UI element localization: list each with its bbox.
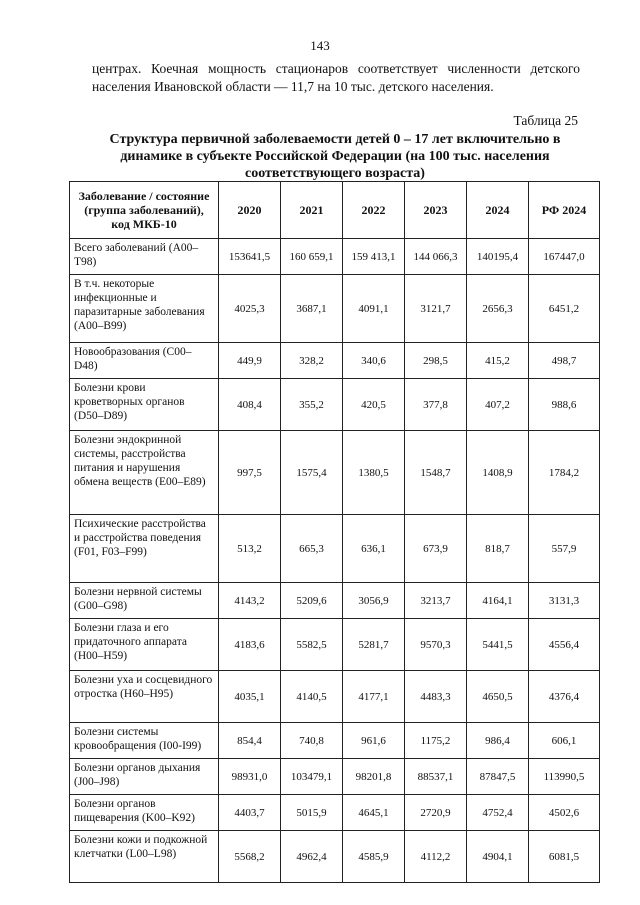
cell-2024: 2656,3	[467, 275, 529, 343]
cell-2023: 1175,2	[405, 723, 467, 759]
cell-2021: 5209,6	[281, 583, 343, 619]
cell-2022: 961,6	[343, 723, 405, 759]
row-name: Болезни нервной системы (G00–G98)	[70, 583, 219, 619]
table-row	[70, 275, 600, 343]
row-name: Всего заболеваний (A00–T98)	[70, 239, 219, 275]
cell-2022: 4091,1	[343, 275, 405, 343]
table-title: Структура первичной заболеваемости детей 0 – 17 лет включительно в динамике в субъекте Российской Федерации (на 100 тыс. населения соответствующего возраста)	[109, 132, 561, 181]
cell-rf-2024: 113990,5	[529, 759, 600, 795]
row-name: Болезни эндокринной системы, расстройства питания и нарушения обмена веществ (E00–E89)	[70, 431, 219, 515]
cell-2020: 153641,5	[219, 239, 281, 275]
row-name: Болезни крови кроветворных органов (D50–D89)	[70, 379, 219, 431]
cell-2023: 4483,3	[405, 671, 467, 723]
cell-rf-2024: 6451,2	[529, 275, 600, 343]
row-name: В т.ч. некоторые инфекционные и паразитарные заболевания (A00–B99)	[70, 275, 219, 343]
table-row	[70, 343, 600, 379]
header-2023: 2023	[405, 182, 467, 239]
table-row	[70, 379, 600, 431]
cell-2020: 5568,2	[219, 831, 281, 883]
cell-2022: 98201,8	[343, 759, 405, 795]
cell-2020: 997,5	[219, 431, 281, 515]
row-name: Болезни органов дыхания (J00–J98)	[70, 759, 219, 795]
row-name: Болезни уха и сосцевидного отростка (H60–H95)	[70, 671, 219, 723]
cell-rf-2024: 3131,3	[529, 583, 600, 619]
cell-2023: 88537,1	[405, 759, 467, 795]
header-2021: 2021	[281, 182, 343, 239]
cell-2023: 298,5	[405, 343, 467, 379]
cell-rf-2024: 6081,5	[529, 831, 600, 883]
cell-2022: 5281,7	[343, 619, 405, 671]
cell-2024: 4752,4	[467, 795, 529, 831]
cell-2021: 4140,5	[281, 671, 343, 723]
table-row	[70, 583, 600, 619]
cell-2021: 3687,1	[281, 275, 343, 343]
cell-2022: 340,6	[343, 343, 405, 379]
cell-2022: 159 413,1	[343, 239, 405, 275]
header-2022: 2022	[343, 182, 405, 239]
cell-2023: 2720,9	[405, 795, 467, 831]
cell-2022: 1380,5	[343, 431, 405, 515]
cell-2023: 4112,2	[405, 831, 467, 883]
cell-2024: 4650,5	[467, 671, 529, 723]
table-row	[70, 619, 600, 671]
cell-2020: 4025,3	[219, 275, 281, 343]
row-name: Болезни кожи и подкожной клетчатки (L00–L98)	[70, 831, 219, 883]
cell-2021: 5015,9	[281, 795, 343, 831]
cell-2022: 3056,9	[343, 583, 405, 619]
cell-2022: 4177,1	[343, 671, 405, 723]
cell-2022: 4645,1	[343, 795, 405, 831]
cell-2022: 4585,9	[343, 831, 405, 883]
cell-2021: 103479,1	[281, 759, 343, 795]
cell-2023: 377,8	[405, 379, 467, 431]
table-row	[70, 239, 600, 275]
cell-2024: 5441,5	[467, 619, 529, 671]
cell-2022: 636,1	[343, 515, 405, 583]
cell-2022: 420,5	[343, 379, 405, 431]
cell-rf-2024: 1784,2	[529, 431, 600, 515]
cell-2020: 4143,2	[219, 583, 281, 619]
row-name: Болезни глаза и его придаточного аппарата (H00–H59)	[70, 619, 219, 671]
header-2024: 2024	[467, 182, 529, 239]
cell-2020: 4035,1	[219, 671, 281, 723]
cell-2021: 1575,4	[281, 431, 343, 515]
cell-2024: 87847,5	[467, 759, 529, 795]
cell-2020: 449,9	[219, 343, 281, 379]
row-name: Болезни органов пищеварения (K00–K92)	[70, 795, 219, 831]
cell-2023: 9570,3	[405, 619, 467, 671]
cell-2020: 4403,7	[219, 795, 281, 831]
cell-rf-2024: 606,1	[529, 723, 600, 759]
cell-rf-2024: 4556,4	[529, 619, 600, 671]
cell-2021: 355,2	[281, 379, 343, 431]
cell-2024: 415,2	[467, 343, 529, 379]
cell-2024: 4164,1	[467, 583, 529, 619]
table-row	[70, 671, 600, 723]
cell-2024: 407,2	[467, 379, 529, 431]
cell-2024: 1408,9	[467, 431, 529, 515]
cell-2021: 328,2	[281, 343, 343, 379]
intro-paragraph: центрах. Коечная мощность стационаров соответствует численности детского населения Ивановской области — 11,7 на 10 тыс. детского населения.	[92, 61, 580, 94]
header-disease: Заболевание / состояние (группа заболеваний), код МКБ-10	[70, 182, 219, 239]
cell-2020: 408,4	[219, 379, 281, 431]
header-rf-2024: РФ 2024	[529, 182, 600, 239]
cell-2020: 513,2	[219, 515, 281, 583]
table-row	[70, 795, 600, 831]
table-row	[70, 431, 600, 515]
cell-2024: 4904,1	[467, 831, 529, 883]
table-header-row	[70, 182, 600, 239]
cell-2023: 3213,7	[405, 583, 467, 619]
cell-rf-2024: 988,6	[529, 379, 600, 431]
cell-2020: 854,4	[219, 723, 281, 759]
cell-2023: 3121,7	[405, 275, 467, 343]
table-row	[70, 831, 600, 883]
cell-rf-2024: 557,9	[529, 515, 600, 583]
cell-rf-2024: 4502,6	[529, 795, 600, 831]
cell-2023: 673,9	[405, 515, 467, 583]
cell-2024: 986,4	[467, 723, 529, 759]
header-2020: 2020	[219, 182, 281, 239]
cell-2021: 4962,4	[281, 831, 343, 883]
table-row	[70, 759, 600, 795]
row-name: Новообразования (C00–D48)	[70, 343, 219, 379]
cell-rf-2024: 4376,4	[529, 671, 600, 723]
cell-2021: 740,8	[281, 723, 343, 759]
cell-2023: 1548,7	[405, 431, 467, 515]
table-row	[70, 723, 600, 759]
table-row	[70, 515, 600, 583]
cell-2020: 4183,6	[219, 619, 281, 671]
row-name: Психические расстройства и расстройства поведения (F01, F03–F99)	[70, 515, 219, 583]
morbidity-table	[69, 181, 600, 883]
cell-2021: 665,3	[281, 515, 343, 583]
cell-rf-2024: 498,7	[529, 343, 600, 379]
cell-2023: 144 066,3	[405, 239, 467, 275]
row-name: Болезни системы кровообращения (I00-I99)	[70, 723, 219, 759]
cell-2024: 818,7	[467, 515, 529, 583]
cell-rf-2024: 167447,0	[529, 239, 600, 275]
cell-2021: 160 659,1	[281, 239, 343, 275]
table-number-label: Таблица 25	[513, 113, 578, 128]
cell-2021: 5582,5	[281, 619, 343, 671]
page-number: 143	[310, 38, 330, 53]
cell-2020: 98931,0	[219, 759, 281, 795]
cell-2024: 140195,4	[467, 239, 529, 275]
